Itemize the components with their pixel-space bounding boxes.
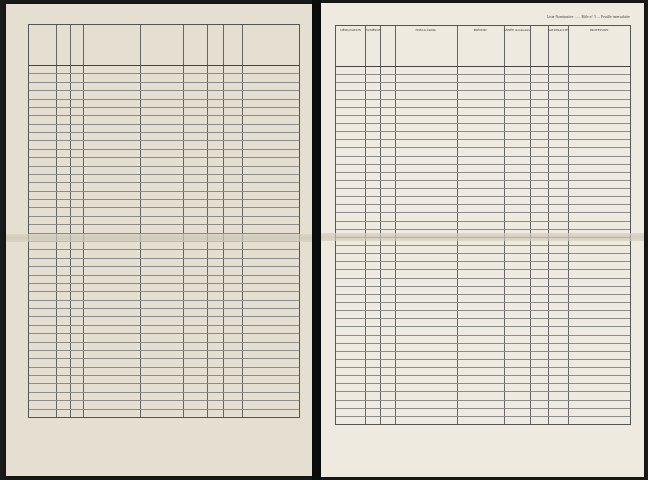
row-rule <box>29 182 299 183</box>
row-rule <box>29 258 299 259</box>
row-rule <box>29 207 299 208</box>
row-rule <box>29 400 299 401</box>
row-rule <box>336 326 630 327</box>
column-rule <box>568 26 569 424</box>
row-rule <box>336 164 630 165</box>
column-rule <box>380 26 381 424</box>
column-header: NUMÉROS <box>365 28 381 32</box>
row-rule <box>29 358 299 359</box>
row-rule <box>29 107 299 108</box>
census-table-right <box>335 25 631 425</box>
row-rule <box>29 99 299 100</box>
row-rule <box>29 275 299 276</box>
row-rule <box>336 99 630 100</box>
row-rule <box>336 335 630 336</box>
row-rule <box>336 383 630 384</box>
row-rule <box>29 73 299 74</box>
row-rule <box>336 269 630 270</box>
row-rule <box>336 302 630 303</box>
row-rule <box>29 216 299 217</box>
row-rule <box>336 416 630 417</box>
row-rule <box>29 409 299 410</box>
row-rule <box>29 174 299 175</box>
row-rule <box>29 140 299 141</box>
column-rule <box>457 26 458 424</box>
row-rule <box>336 229 630 230</box>
column-header: NATIONALITÉ <box>547 28 569 32</box>
row-rule <box>29 291 299 292</box>
row-rule <box>29 342 299 343</box>
row-rule <box>29 249 299 250</box>
row-rule <box>336 278 630 279</box>
row-rule <box>336 400 630 401</box>
footnote-left <box>28 421 298 445</box>
row-rule <box>336 156 630 157</box>
row-rule <box>336 367 630 368</box>
row-rule <box>336 107 630 108</box>
row-rule <box>336 351 630 352</box>
row-rule <box>336 188 630 189</box>
row-rule <box>29 316 299 317</box>
column-rule <box>548 26 549 424</box>
row-rule <box>336 245 630 246</box>
column-rule <box>504 26 505 424</box>
header-rule <box>29 65 299 66</box>
column-header: ANNÉE de naissance <box>503 28 531 32</box>
row-rule <box>336 310 630 311</box>
column-rule <box>530 26 531 424</box>
row-rule <box>336 375 630 376</box>
row-rule <box>336 90 630 91</box>
row-rule <box>29 308 299 309</box>
row-rule <box>29 132 299 133</box>
row-rule <box>336 212 630 213</box>
row-rule <box>336 261 630 262</box>
row-rule <box>336 343 630 344</box>
row-rule <box>336 123 630 124</box>
row-rule <box>29 367 299 368</box>
row-rule <box>29 224 299 225</box>
footnote-right <box>335 427 629 451</box>
census-table-left <box>28 24 300 418</box>
row-rule <box>336 131 630 132</box>
row-rule <box>336 294 630 295</box>
column-rule <box>395 26 396 424</box>
row-rule <box>29 157 299 158</box>
book-binding <box>312 0 321 480</box>
row-rule <box>336 74 630 75</box>
row-rule <box>29 300 299 301</box>
row-rule <box>29 350 299 351</box>
row-rule <box>29 383 299 384</box>
column-header: PROFESSION <box>589 28 609 32</box>
row-rule <box>336 408 630 409</box>
row-rule <box>336 172 630 173</box>
column-header: DÉSIGNATION <box>340 28 361 32</box>
row-rule <box>336 359 630 360</box>
row-rule <box>336 147 630 148</box>
row-rule <box>29 333 299 334</box>
row-rule <box>336 391 630 392</box>
row-rule <box>29 115 299 116</box>
row-rule <box>336 115 630 116</box>
row-rule <box>336 82 630 83</box>
row-rule <box>29 199 299 200</box>
row-rule <box>336 286 630 287</box>
column-header: PRÉNOM <box>473 28 487 32</box>
header-rule <box>336 66 630 67</box>
row-rule <box>29 266 299 267</box>
page-header: Liste Nominative ...... Rôle n° 5 ... Feuille intercalaire <box>546 15 630 19</box>
row-rule <box>336 196 630 197</box>
column-rule <box>365 26 366 424</box>
paper-fold <box>6 234 312 242</box>
row-rule <box>29 124 299 125</box>
row-rule <box>29 166 299 167</box>
paper-fold <box>321 233 644 241</box>
row-rule <box>336 204 630 205</box>
column-header: NOM de famille <box>415 28 436 32</box>
row-rule <box>336 221 630 222</box>
row-rule <box>336 253 630 254</box>
row-rule <box>29 283 299 284</box>
row-rule <box>29 191 299 192</box>
row-rule <box>29 325 299 326</box>
left-page <box>6 4 312 476</box>
row-rule <box>336 180 630 181</box>
row-rule <box>29 375 299 376</box>
row-rule <box>29 149 299 150</box>
right-page <box>321 3 644 477</box>
row-rule <box>336 139 630 140</box>
row-rule <box>29 82 299 83</box>
row-rule <box>29 392 299 393</box>
row-rule <box>336 318 630 319</box>
row-rule <box>29 90 299 91</box>
